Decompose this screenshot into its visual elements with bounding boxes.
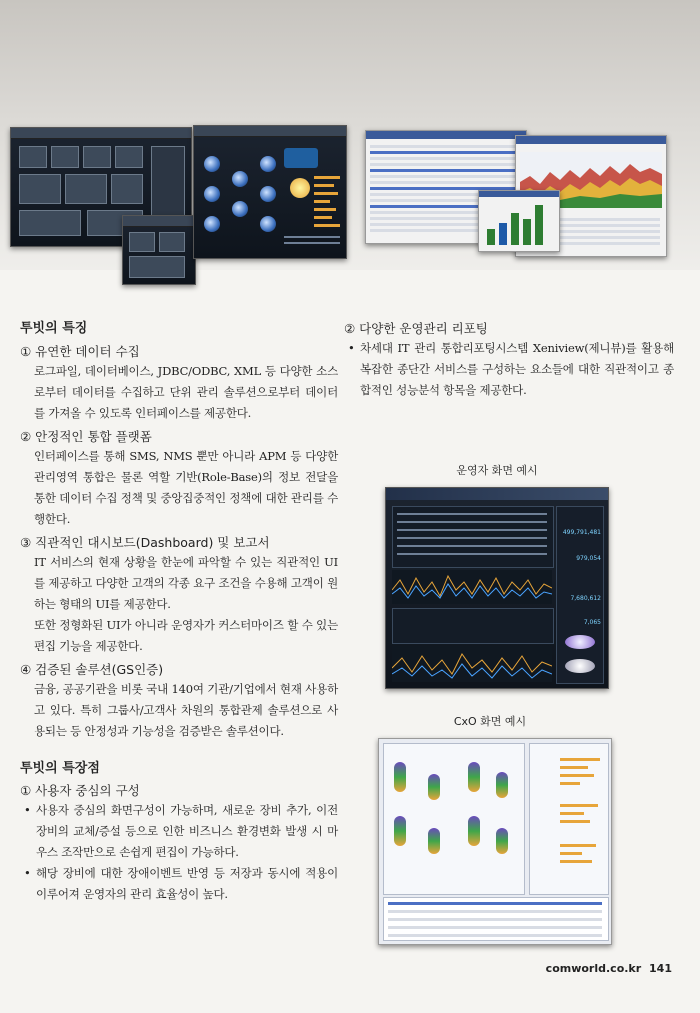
operator-value-4: 7,065 xyxy=(583,619,601,626)
operator-value-2: 979,054 xyxy=(576,555,601,562)
strength-1-bullet-1: • 사용자 중심의 화면구성이 가능하며, 새로운 장비 추가, 이전 장비의 교체/증설 등으로 인한 비즈니스 환경변화 발생 시 마우스 조작만으로 손쉽게 편집이 가능하다. xyxy=(20,800,338,863)
operator-value-1: 499,791,481 xyxy=(562,529,601,536)
bullet-dot: • xyxy=(24,866,31,880)
reporting-bullet: • 차세대 IT 관리 통합리포팅시스템 Xeniview(제니뷰)를 활용해 복잡한 종단간 서비스를 구성하는 요소들에 대한 직관적이고 종합적인 성능분석 항목을 제공한다. xyxy=(344,338,674,401)
feature-4-title: ④ 검증된 솔루션(GS인증) xyxy=(20,662,164,677)
left-column xyxy=(20,320,338,905)
strength-1-title: ① 사용자 중심의 구성 xyxy=(20,783,140,798)
feature-2-title: ② 안정적인 통합 플랫폼 xyxy=(20,429,152,444)
feature-3-title: ③ 직관적인 대시보드(Dashboard) 및 보고서 xyxy=(20,535,270,550)
bullet-dot: • xyxy=(348,341,355,355)
strengths-title: 투빗의 특장점 xyxy=(20,761,100,776)
operator-screen-caption: 운영자 화면 예시 xyxy=(456,464,538,477)
bar-chart-graphic xyxy=(479,199,559,249)
screenshot-bar-chart-popup xyxy=(478,190,560,252)
screenshot-popup-window xyxy=(122,215,196,285)
feature-3-body-2: 또한 정형화된 UI가 아니라 운영자가 커스터마이즈 할 수 있는 편집 기능을 제공한다. xyxy=(34,618,338,653)
bullet-dot: • xyxy=(24,803,31,817)
page-number: 141 xyxy=(649,962,672,975)
feature-1-title: ① 유연한 데이터 수집 xyxy=(20,344,140,359)
right-column xyxy=(344,320,674,401)
screenshot-monitoring-dashboard xyxy=(193,125,347,259)
operator-line-chart-2 xyxy=(392,646,552,682)
reporting-title: ② 다양한 운영관리 리포팅 xyxy=(344,321,488,336)
cxo-screen-caption: CxO 화면 예시 xyxy=(453,715,527,728)
strength-1-bullet-2: • 해당 장비에 대한 장애이벤트 반영 등 저장과 동시에 적용이 이루어져 운영자의 관리 효율성이 높다. xyxy=(20,863,338,905)
cxo-screen-image xyxy=(378,738,612,945)
page-footer xyxy=(546,962,672,975)
operator-screen-image xyxy=(385,487,609,689)
operator-value-3: 7,680,612 xyxy=(570,595,601,602)
features-title: 투빗의 특징 xyxy=(20,321,88,336)
feature-2-body: 인터페이스를 통해 SMS, NMS 뿐만 아니라 APM 등 다양한 관리영역 통합은 물론 역할 기반(Role-Base)의 정보 전달을 통한 데이터 수집 정책 및 중앙집중적인 정책에 대한 관리를 수행한다. xyxy=(34,449,338,526)
site-url: comworld.co.kr xyxy=(545,962,642,975)
feature-3-body: IT 서비스의 현재 상황을 한눈에 파악할 수 있는 직관적인 UI를 제공하고 다양한 고객의 각종 요구 조건을 수용해 고객이 원하는 형태의 UI를 제공한다. xyxy=(34,555,338,611)
feature-4-body: 금융, 공공기관을 비롯 국내 140여 기관/기업에서 현재 사용하고 있다. 특히 그룹사/고객사 차원의 통합관제 솔루션으로 사용되는 등 안정성과 기능성을 검증받은 솔루션이다. xyxy=(34,682,338,738)
operator-line-chart xyxy=(392,570,552,604)
feature-1-body: 로그파일, 데이터베이스, JDBC/ODBC, XML 등 다양한 소스로부터 데이터를 수집하고 단위 관리 솔루션으로부터 데이터를 가져올 수 있도록 인터페이스를 제공한다. xyxy=(34,364,338,420)
